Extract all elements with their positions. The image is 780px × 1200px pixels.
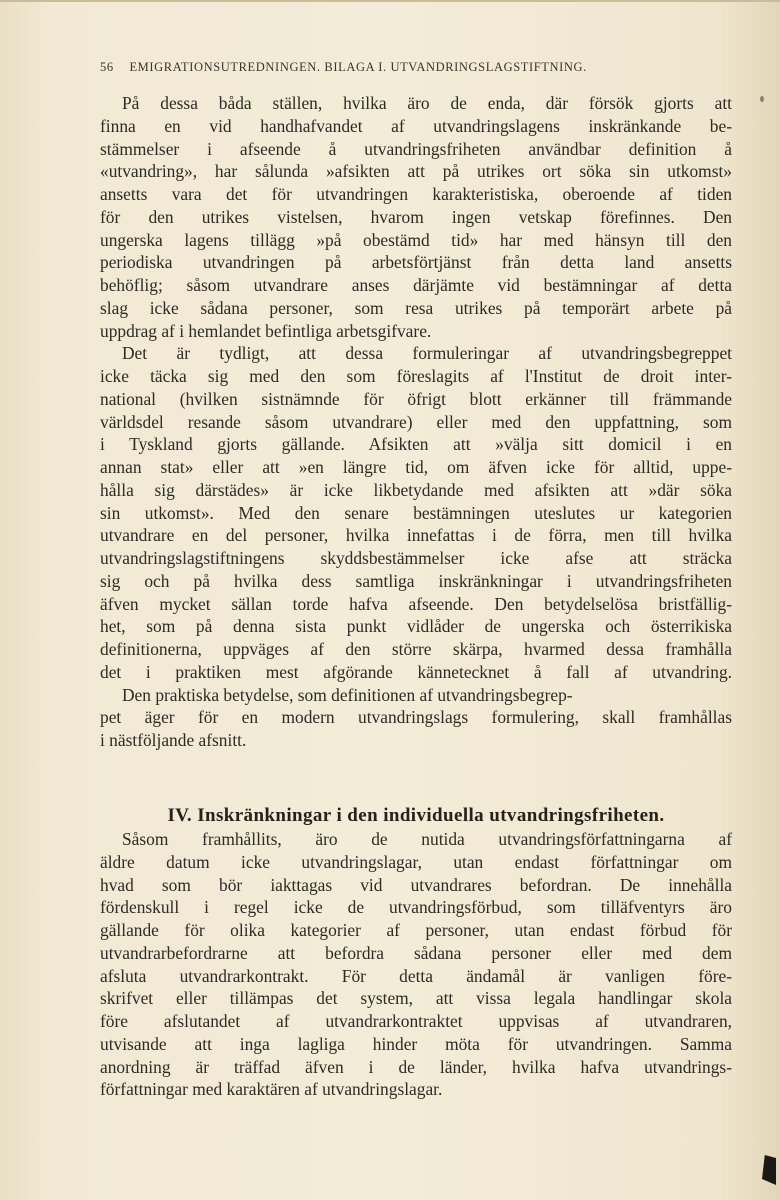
text-line: det i praktiken mest afgörande kännetecknet å fall af utvandring. [100, 661, 732, 682]
text-line: Det är tydligt, att dessa formuleringar af utvandringsbegreppet [122, 343, 732, 364]
text-line: behöflig; såsom utvandrare anses därjämte vid bestämningar af detta [100, 275, 732, 295]
text-line: Den praktiska betydelse, som definitionen af utvandringsbegrep- [122, 684, 573, 705]
body-text-block-2 [100, 828, 732, 1101]
text-line: skrifvet eller tillämpas det system, att vissa legala handlingar skola [100, 988, 732, 1009]
text-line: gällande för olika kategorier af personer, utan endast förbud för [100, 920, 732, 940]
text-line: «utvandring», har sålunda »afsikten att på utrikes ort söka sin utkomst» [100, 161, 732, 182]
text-line: pet äger för en modern utvandringslags formulering, skall framhållas [100, 707, 732, 728]
text-line: På dessa båda ställen, hvilka äro de enda, där försök gjorts att [122, 93, 732, 113]
text-line: sig och på hvilka dess samtliga inskränkningar i utvandringsfriheten [100, 570, 732, 591]
text-line: uppdrag af i hemlandet befintliga arbetsgifvare. [100, 320, 432, 341]
text-line: icke täcka sig med den som föreslagits af l'Institut de droit inter- [100, 366, 732, 386]
page-number: 56 [100, 60, 114, 74]
running-header [100, 60, 732, 75]
text-line: utvandrarbefordrarne att befordra sådana personer eller med dem [100, 942, 732, 963]
text-line: i nästföljande afsnitt. [100, 730, 247, 750]
ink-fleck [760, 96, 764, 102]
text-line: definitionerna, uppväges af den större skärpa, hvarmed dessa framhålla [100, 639, 732, 659]
text-line: författningar med karaktären af utvandringslagar. [100, 1079, 443, 1100]
page-edge-mark [762, 1155, 776, 1185]
text-line: världsdel resande såsom utvandrare) eller med den uppfattning, som [100, 411, 732, 432]
text-line: annan stat» eller att »en längre tid, om äfven icke för alltid, uppe- [100, 457, 732, 477]
text-line: Såsom framhållits, äro de nutida utvandringsförfattningarna af [122, 829, 732, 849]
text-line: sin utkomst». Med den senare bestämningen uteslutes ur kategorien [100, 502, 732, 523]
text-line: för den utrikes vistelsen, hvarom ingen vetskap förefinnes. Den [100, 206, 732, 227]
section-heading: IV. Inskränkningar i den individuella utvandringsfriheten. [167, 805, 665, 826]
text-line: anordning är träffad äfven i de länder, hvilka hafva utvandrings- [100, 1056, 732, 1077]
text-line: het, som på denna sista punkt vidlåder de ungerska och österrikiska [100, 616, 732, 637]
text-line: utvandrare en del personer, hvilka innefattas i de förra, men till hvilka [100, 525, 732, 546]
text-line: utvandringslagstiftningens skyddsbestämmelser icke afse att sträcka [100, 548, 732, 568]
text-line: äldre datum icke utvandringslagar, utan endast författningar om [100, 851, 732, 872]
top-edge-line [0, 0, 780, 2]
text-line: äfven mycket sällan torde hafva afseende. Den betydelselösa bristfällig- [100, 593, 732, 614]
text-line: före afslutandet af utvandrarkontraktet uppvisas af utvandraren, [100, 1011, 732, 1031]
running-title: EMIGRATIONSUTREDNINGEN. BILAGA I. UTVANDRINGSLAGSTIFTNING. [129, 60, 587, 74]
text-line: utvisande att inga lagliga hinder möta för utvandringen. Samma [100, 1033, 732, 1054]
text-line: national (hvilken sistnämnde för öfrigt blott erkänner till främmande [100, 388, 732, 409]
text-line: afsluta utvandrarkontrakt. För detta ändamål är vanligen före- [100, 965, 732, 986]
text-line: ansetts vara det för utvandringen karakteristiska, oberoende af tiden [100, 184, 732, 204]
body-text-block-1 [100, 92, 732, 752]
text-line: hvad som bör iakttagas vid utvandrares befordran. De innehålla [100, 874, 732, 895]
text-line: ungerska lagens tillägg »på obestämd tid» har med hänsyn till den [100, 229, 732, 250]
text-line: fördenskull i regel icke de utvandringsförbud, som tilläfventyrs äro [100, 897, 732, 918]
text-line: slag icke sådana personer, som resa utrikes på temporärt arbete på [100, 297, 732, 318]
text-line: stämmelser i afseende å utvandringsfriheten användbar definition å [100, 138, 732, 159]
text-line: periodiska utvandringen på arbetsförtjänst från detta land ansetts [100, 252, 732, 273]
text-line: i Tyskland gjorts gällande. Afsikten att »välja sitt domicil i en [100, 434, 732, 455]
text-line: hålla sig därstädes» är icke likbetydande med afsikten att »där söka [100, 479, 732, 500]
text-line: finna en vid handhafvandet af utvandringslagens inskränkande be- [100, 115, 732, 136]
